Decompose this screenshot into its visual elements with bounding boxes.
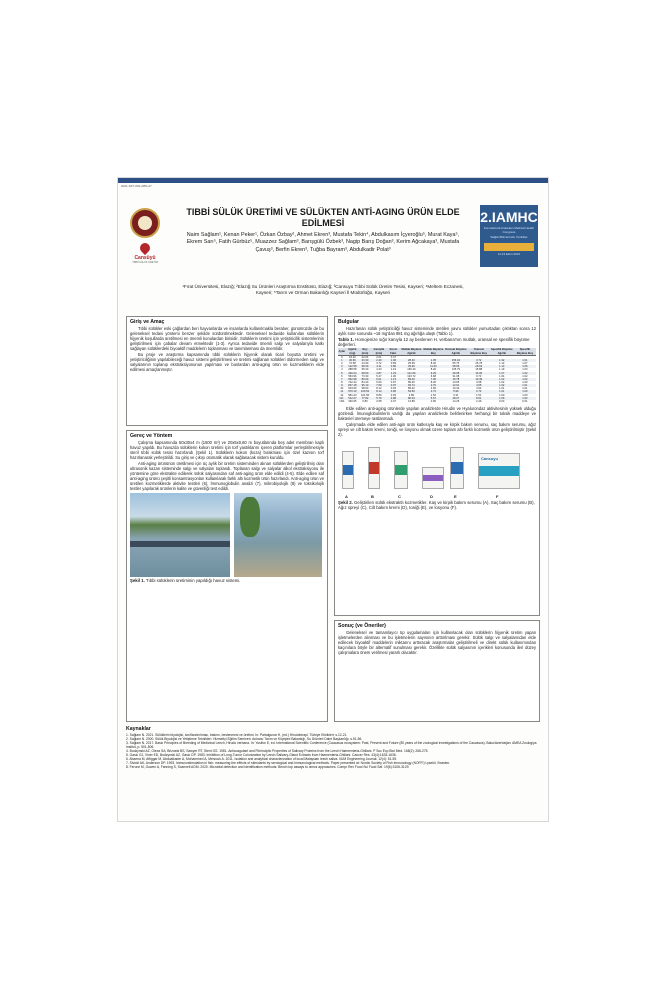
table-cell: 5 <box>338 372 346 375</box>
table-cell: 652.98 <box>346 378 359 381</box>
product-label: F <box>496 494 499 500</box>
table-cell: 970.10 <box>346 390 359 393</box>
conclusion-section <box>334 620 540 722</box>
table-cell: 8.14 <box>371 390 387 393</box>
table-cell: 0.83 <box>390 362 397 366</box>
table-cell: 29.63 <box>468 365 490 368</box>
product-label: C <box>398 494 401 500</box>
table-cell: 4.43 <box>376 368 382 372</box>
table-cell: 26.78 <box>475 362 483 366</box>
table-cell: 0 <box>341 355 343 359</box>
table-cell: 4 <box>341 368 343 372</box>
results-paragraph: Çalışmada elde edilen anti-agin ürün katkısıyla kaş ve kirpik bakım serumu, saç bakım serumu, ağız spreyi ve cilt bakım kremi, toniği, ve losyonu olmak üzere toplam altı farklı kozmetik ürün geliştirilmiştir (Şekil 2). <box>338 422 536 438</box>
table-cell: 1.00 <box>514 390 536 393</box>
table-cell: 1.51 <box>476 393 482 397</box>
figure-2-products <box>338 439 536 499</box>
figure-1-caption: Şekil 1. Tıbbi sülüklerin üretiminin yapıldığı havuz sistemi. <box>130 578 241 583</box>
table-cell: 68.60 <box>359 372 371 375</box>
table-cell: 4.87 <box>371 372 387 375</box>
product-label: B <box>371 494 374 500</box>
table-cell: 0.93 <box>390 393 397 397</box>
table-cell: 9.29 <box>423 372 444 375</box>
poster-header <box>118 188 548 306</box>
table-1-caption: Tablo 1. Homojenize sığır kanıyla 12 ay beslenen H. verbana'nın mutlak, oransal ve spesifik büyüme değerleri. <box>338 337 530 348</box>
table-header-cell: Boy (mm) <box>359 348 371 355</box>
reference-item: 6. Abaena M, Affiggar M, Abdualkader A, Mohammed A, Merzouk A. 2011. Isolation and analytical characterization of local Malaysian leech saliva. IIUM Engineering Journal. 12(4): 51-59. <box>126 757 398 762</box>
table-cell: 1.02 <box>499 380 505 384</box>
table-header-cell: Oransal Büyüme Boy <box>468 348 490 355</box>
table-cell: 6 <box>341 374 343 378</box>
conclusion-paragraph: Geleneksel ve tamamlayıcı tıp uygulamaları için kullanılacak olan sülüklerin hijyenik üretim yapan işletmelerden alınması ve bu işletmelerin sayısının arttırılması gerekir. Sülük salgı ve salyalarından elde edilecek biyoaktif maddelerin miktarını arttıracak araştırmalar geliştirilmeli ve direkt sülük kullanımından kaçınılara böyle bir alternatif sunulması gerekir. Özellikle sülük salyasının içerikleri konusunda ileri düzey çalışmalara önem verilmesi yararlı olacaktır. <box>338 630 536 655</box>
table-cell: 1.01 <box>499 387 505 391</box>
growth-table <box>338 348 536 403</box>
table-cell: 28.40 <box>400 359 423 362</box>
reference-item: 8. Ferone M, Gowen A, Fanning S, Scannell AGM. 2020. Microbial detection and identification methods: Bench top assays to omics approaches. Compr Rev Food Sci Food Saf. 19(6):3106-3129. <box>126 765 410 770</box>
table-cell: 981.23 <box>348 393 357 397</box>
table-cell: 73.30 <box>361 374 369 378</box>
table-cell: 31.08 <box>452 374 460 378</box>
table-cell: 65.30 <box>361 368 369 372</box>
table-cell: 13.65 <box>452 380 460 384</box>
table-cell: 1.07 <box>522 362 528 366</box>
table-cell: 2.72 <box>423 390 444 393</box>
reference-item: 5. Gasic GJ, Viner ED, Budzynski AZ, Gasic GP. 1983. Inhibition of Lung-Tumor Colonization by Leech Salivary-Gland Extracts from Haementeria-Ghiliani. Cancer Res. 43(4):1633-1636. <box>126 753 397 758</box>
table-cell: 1.00 <box>499 393 505 397</box>
product-d-image <box>422 467 444 489</box>
table-cell: 5.79 <box>371 397 387 400</box>
results-paragraph: Elde edilen anti-aging ürünlerde yapılan analizlerde Hirudin ve Hyalurondaz aktivitesinin yüksek olduğu gözlendi. İmunoglobulinlerin varlığı da yapılan analizlerde belirlenirken herhangi bir toksik maddeye ve bakteriel üremeye rastlanmadı. <box>338 406 536 422</box>
table-cell: 6.68 <box>430 374 436 378</box>
table-cell: 2.40 <box>371 359 387 362</box>
table-cell: 9.73 <box>476 374 482 378</box>
table-cell: 5.47 <box>376 374 382 378</box>
table-cell: 14.25 <box>452 399 460 403</box>
results-paragraph: Hazırlanan sülük yetiştiriciliği havuz sisteminde üretilen yavru sülükler yumurtadan çıktıktan sonra 12 aylık süre sonunda ~18 mg'dan 981 mg ağırlığa ulaştı (Tablo 1). <box>338 326 536 336</box>
table-cell: 55.75 <box>452 362 460 366</box>
product-c-image <box>394 451 408 489</box>
table-cell: 5.67 <box>423 397 444 400</box>
table-cell: 8.12 <box>376 387 382 391</box>
table-cell: 7.00 <box>423 378 444 381</box>
table-cell: 6.60 <box>376 380 382 384</box>
table-cell: 3.72 <box>468 359 490 362</box>
reference-item: 2. Sağlam N. 2000. Sülük Biyolojisi ve Yetiştirme Teknikleri. Hizmetiçi Eğitim Semineri. Ankara: Tarım ve Köyişleri Bakanlığı, Su Ürünleri Daire Başkanlığı, s.51-56. <box>126 737 363 742</box>
methods-paragraph: Çalışma kapsamında 50x30x4 m (1500 m³) ve 20x5x0,60 m boyutlarında beş adet membran kaplı havuz yapıldı. Bu havuzda sülüklerin kokon üretimi için torf yastıklarını içeren platformlar yerleştirilmesiyle steril tıbbi sülük tesisi hazırlandı (Şekil 1). Sülüklerin kokon (koza) bırakması için özel kazısın torf hazırlanarak yerleştirildi. Su giriş ve çıkışı otomatik olarak sağlanacak sistem kuruldu. <box>130 440 324 460</box>
table-cell: 10.32 <box>452 387 460 391</box>
table-cell: 1.00 <box>522 380 528 384</box>
table-cell: 13.89 <box>408 399 415 403</box>
table-cell: 101.66 <box>360 393 370 397</box>
table-header-cell: Oransal Büyüme Ağırlık <box>445 348 467 355</box>
table-cell: 80.00 <box>359 378 371 381</box>
reference-item: 3. Sağlam N. 2017. Basic Principles of Breeding of Medicinal Leech, Hirudo verbana. In: Yusifov E, ed. International Scientific Conference (Caucasus ecosystem: Past, Present and Future (80 years of the zoological investigations of the Caucasus). Baku/Azerbaijan: AMEA Zoologiya İnstitut, p. 501-506. <box>126 741 537 750</box>
table-cell: 133.72 <box>407 374 416 378</box>
table-cell: 0.72 <box>468 390 490 393</box>
figure-1-photos <box>130 493 324 577</box>
table-cell: 0.07 <box>390 399 397 403</box>
table-cell: 0.86 <box>387 365 400 368</box>
table-cell: 2.01 <box>376 355 382 359</box>
pond-photo-2 <box>234 493 322 577</box>
table-cell: 1.02 <box>490 384 514 387</box>
table-cell: 1.01 <box>514 359 536 362</box>
table-cell: 1.01 <box>522 387 528 391</box>
table-cell: 8 <box>341 380 343 384</box>
table-cell: 80.04 <box>400 397 423 400</box>
table-header-cell: Ağırlık (mg) <box>346 348 359 355</box>
table-cell: 15.88 <box>475 368 483 372</box>
table-cell: 72.68 <box>348 362 356 366</box>
table-cell: 54.50 <box>400 390 423 393</box>
references-list <box>126 733 540 769</box>
table-cell: 10 <box>340 387 344 391</box>
top-strip <box>118 178 548 183</box>
table-cell: 11.60 <box>423 365 444 368</box>
table-cell: 1.09 <box>490 397 514 400</box>
table-cell: 166.40 <box>407 368 416 372</box>
table-cell: 4.11 <box>371 365 387 368</box>
table-cell: 89.02 <box>400 378 423 381</box>
poster-code: 2021-SKT-003-ABS-27 <box>121 184 152 188</box>
product-e-image <box>450 447 464 489</box>
table-cell: 49.90 <box>400 365 423 368</box>
table-cell: 18.20 <box>348 355 356 359</box>
table-cell: 1.19 <box>499 368 505 372</box>
figure-2-caption: Şekil 2. Geliştirilen sülük ekstraktlı kozmetikler. Kaş ve kirpik bakım serumu (A), Saç bakım serumu (B), Ağız spreyi (C), Cilt bakım kremi (D), toniği (E), ve losyonu (F). <box>338 500 535 511</box>
table-row <box>338 400 536 403</box>
table-cell: 0.97 <box>387 384 400 387</box>
table-cell: 288.58 <box>348 368 357 372</box>
table-cell: 38.30 <box>359 365 371 368</box>
product-b-image <box>368 447 380 489</box>
table-cell: 1.02 <box>490 378 514 381</box>
table-cell: 0.93 <box>390 387 397 391</box>
product-label: D <box>430 494 433 500</box>
table-cell: 3.68 <box>476 380 482 384</box>
university-seal-icon <box>130 208 160 238</box>
cansuyu-logo: Cansüyü TIBBİ SÜLÜK ÜRETİM <box>128 243 162 265</box>
table-cell: 8.89 <box>376 393 382 397</box>
table-cell: 10.49 <box>468 378 490 381</box>
table-cell: 0.01 <box>522 399 528 403</box>
table-header-cell: Kond. Fakt. <box>387 348 400 355</box>
table-cell: 1.01 <box>514 384 536 387</box>
table-cell: 0.31 <box>453 393 459 397</box>
table-cell: 8.40 <box>430 362 436 366</box>
table-cell: 923.60 <box>348 387 357 391</box>
table-cell: 430.24 <box>346 372 359 375</box>
table-cell: 12.61 <box>444 384 468 387</box>
table-cell: 77.82 <box>359 397 371 400</box>
reference-item: 7. Sivicki AK, Anderson DP. 1993. Immunostimulation in fish: measuring the effects of stimulants by serological and immunological methods. Paper presented at: Nordic Society of Fish Immunology (NOFFI) Lysekil, Sweden. <box>126 761 451 766</box>
table-cell: 93.74 <box>400 384 423 387</box>
table-cell: 5.96 <box>444 390 468 393</box>
intro-paragraph: Bu proje ve araştırma kapsamında tıbbi sülüklerin hijyenik olarak ticari boyutta üretimi ve yetiştiriciliğinin yapılabileceği havuz sistemi geliştirilmesi ve üretimi sağlanan sülükleri öldürmeden salgı ve salyalarının toplanıp ekstraksiyonunun yapılması ve bunlardan anti-aging ürün ve kozmetiklerin elde edilmesi amaçlanmıştır. <box>130 352 324 372</box>
table-cell: 89.46 <box>408 380 415 384</box>
table-cell: 1.07 <box>490 372 514 375</box>
table-cell: 135.79 <box>451 368 460 372</box>
table-cell: 330.65 <box>348 399 357 403</box>
congress-banner <box>484 243 534 251</box>
table-cell: 0.80 <box>362 399 368 403</box>
table-cell: 156.04 <box>444 359 468 362</box>
reference-item: 1. Sağlam N. 2021. Sülüklerin biyolojisi, sınıflandırılması, bakımı, beslenmesi ve üretimi. In: Partalgunar H, (ed.) Hirudoterapi. Türkiye Klinikleri; s.12-21. <box>126 733 348 737</box>
table-cell: 6.01 <box>371 378 387 381</box>
table-cell: 0.47 <box>390 355 397 359</box>
table-cell: 7 <box>338 378 346 381</box>
product-a-image <box>342 451 354 489</box>
table-cell: 12 <box>340 393 344 397</box>
table-cell: 1.23 <box>387 372 400 375</box>
table-cell: 0.96 <box>430 399 436 403</box>
table-cell: 4.92 <box>476 387 482 391</box>
references-heading: Kaynaklar <box>126 726 151 732</box>
table-cell: 8.20 <box>430 380 436 384</box>
table-cell: 13.00 <box>468 372 490 375</box>
table-cell: 33.30 <box>359 359 371 362</box>
table-cell: 4.66 <box>430 387 436 391</box>
table-cell: 1.52 <box>430 393 436 397</box>
table-cell: 837.18 <box>346 384 359 387</box>
table-cell: 8.20 <box>430 368 436 372</box>
poster <box>117 177 549 822</box>
table-cell: 563.96 <box>348 374 357 378</box>
table-cell: 141.66 <box>400 372 423 375</box>
table-cell: 25.99 <box>408 362 415 366</box>
table-cell: sSS <box>339 399 345 403</box>
affiliations: ¹Fırat Üniversitesi, Elazığ; ²Elazığ Su Ürünleri Araştırma Enstitüsü, Elazığ; ³Cansuyu Tıbbi Sülük Üretim Tesisi, Kayseri; ⁴Meltem Eczanesi, Kayseri; ⁵Tarım ve Orman Bakanlığı Kayseri İl Müdürlüğü, Kayseri <box>182 284 464 295</box>
references-section <box>126 726 540 816</box>
table-cell: 98.60 <box>361 387 369 391</box>
table-cell: 84.40 <box>361 380 369 384</box>
table-cell: 0.97 <box>390 380 397 384</box>
table-cell: 68.66 <box>444 365 468 368</box>
table-cell: 2.58 <box>376 399 382 403</box>
table-cell: 1.03 <box>522 368 528 372</box>
table-header-cell: Spesifik Büyüme Ağırlık <box>490 348 513 355</box>
table-cell: 95.10 <box>359 384 371 387</box>
table-cell: 1.32 <box>490 359 514 362</box>
table-header-cell: Mutlak Büyüme Ağırlık <box>401 348 422 355</box>
table-cell: 100.52 <box>360 390 370 394</box>
table-cell: 1.30 <box>390 374 397 378</box>
table-cell: 3 <box>338 365 346 368</box>
table-cell: 11 <box>338 390 346 393</box>
table-cell: 0.03 <box>499 399 505 403</box>
results-section <box>334 316 540 616</box>
intro-heading: Giriş ve Amaç <box>130 319 165 325</box>
results-heading: Bulgular <box>338 319 360 325</box>
brand-label: Cansuyu <box>481 456 498 462</box>
table-cell: 1.02 <box>514 372 536 375</box>
methods-heading: Gereç ve Yöntem <box>130 433 173 439</box>
table-cell: 1.01 <box>490 390 514 393</box>
poster-title: TIBBİ SÜLÜK ÜRETİMİ VE SÜLÜKTEN ANTİ-AGING ÜRÜN ELDE EDİLMESİ <box>186 207 460 228</box>
table-cell: 1.04 <box>499 374 505 378</box>
table-cell: 512.27 <box>346 397 359 400</box>
product-f-image <box>478 453 520 489</box>
methods-paragraph: Anti-aging ürününün üretilmesi için üç aylık bir üretim sisteminden alınan sülüklerden geliştirilmiş olan ultrasonik kazan sisteminde salgı ve salyaları toplandı. Toplanan salgı ve salyalar alkol ekstraksiyonu ile yöntemine göre ekstrakte edilerek sülük salyasından saf anti-aging ürün elde edildi (4-5). Elde edilen saf anti-aging ürünü çeşitli konsantrasyonları kullanılarak farklı altı kozmetik ürün hazırlandı. Anti-aging ürün ve üretilen kozmetiklerde aktivite testleri (6), İmmunoglobulin analizi (7), mikrobiyolojik (8) ve toksikolojik testler yapılarak ürünlerin kalite ve güvenliği test edildi. <box>130 461 324 491</box>
congress-logo: 2.IAMHC International Anatolian Medical Health Congress Sağlık Bilimlerinde Yenilikler 11-13 Ekim 2021 <box>480 205 538 267</box>
product-label: E <box>454 494 457 500</box>
table-cell: 48.27 <box>444 397 468 400</box>
table-cell: 742.44 <box>348 380 357 384</box>
table-cell: 46.60 <box>346 359 359 362</box>
table-header-cell: Spesifik Büyüme Boy <box>514 348 536 355</box>
table-cell: 1.06 <box>387 359 400 362</box>
pond-photo-1 <box>130 493 230 577</box>
table-cell: 1.35 <box>423 359 444 362</box>
conclusion-heading: Sonuç (ve Öneriler) <box>338 623 386 629</box>
table-cell: 3.72 <box>376 362 382 366</box>
table-cell: 1.19 <box>390 368 397 372</box>
table-cell: 0.98 <box>387 397 400 400</box>
table-cell: 2.89 <box>408 393 415 397</box>
table-cell: 1 <box>338 359 346 362</box>
table-cell: 122.58 <box>346 365 359 368</box>
table-cell: 2.70 <box>423 384 444 387</box>
table-cell: 1.02 <box>514 397 536 400</box>
table-cell: 1.13 <box>387 378 400 381</box>
table-header-cell: Aylar <box>338 348 346 355</box>
drop-icon <box>138 241 152 255</box>
intro-paragraph: Tıbbi sülükler eski çağlardan beri hayvanlarda ve insanlarda kullanılmakla beraber, günümüzde de bu geleneksel tedavi yöntemi benzer şekilde sürdürülmektedir. Geleneksel tedavide kullanılan sülüklerin hijyenik koşullarda üretilmesi en önemli konulardan birisidir. Sülüklerin üretimi için yetiştiricilik sistemlerinin geliştirilmesi için çabalar devam etmektedir (1-3). Ayrıca tedavide önemli salgı ve salyalarıyla katkı sağlayan sülüklerdeki biyoaktif maddelerin toplanması ve tanımlanması da önemlidir. <box>130 326 324 351</box>
table-cell: 1.02 <box>514 378 536 381</box>
table-cell: 9 <box>338 384 346 387</box>
intro-section <box>126 316 328 426</box>
author-list: Naim Sağlam¹, Kenan Peker¹, Özkan Özbay², Ahmet Ekren³, Mustafa Tekin⁴, Abdulkasım İçyeroğlu⁵, Murat Kaya⁵, Ekrem Sarı⁵, Fatih Gürbüz⁵, Muazzez Sağlam³, Barışgülü Özbek³, Nagip Barış Doğan³, Kerim Ağcakaya³, Mustafa Çavuş³, Berfin Ekren³, Tuğba Bayram³, Abdulkadir Polat³ <box>186 232 460 253</box>
table-cell: 44.90 <box>361 362 369 366</box>
table-cell: 2.49 <box>476 399 482 403</box>
reference-item: 4. Budzynski AZ, Olexa SA, Brizuela BS, Sawyer RT, Stent GS. 1981. Anticoagulant and Fibrinolytic Properties of Salivary Proteins from the Leech Haementeria-Ghiliani. P Soc Exp Biol Med. 168(2): 266-275. <box>126 749 429 754</box>
table-header-cell: Genişlik (mm) <box>371 348 387 355</box>
table-cell: 0.96 <box>387 390 400 393</box>
table-cell: 1.12 <box>499 362 505 366</box>
product-label: A <box>345 494 348 500</box>
table-header-cell: Mutlak Büyüme Boy <box>423 348 444 355</box>
table-cell: 4.65 <box>468 384 490 387</box>
table-cell: 15.78 <box>444 378 468 381</box>
table-cell: 1.02 <box>522 374 528 378</box>
table-cell: 86.42 <box>408 387 415 391</box>
methods-section <box>126 430 328 722</box>
table-cell: 1.00 <box>522 393 528 397</box>
table-cell: 7.69 <box>371 384 387 387</box>
table-cell: Ort. <box>339 396 345 400</box>
table-cell: 1.13 <box>490 365 514 368</box>
table-cell: 49.08 <box>444 372 468 375</box>
table-cell: 22.64 <box>361 355 369 359</box>
table-cell: 2 <box>341 362 343 366</box>
table-cell: 1.06 <box>514 365 536 368</box>
table-cell: 8.61 <box>468 397 490 400</box>
